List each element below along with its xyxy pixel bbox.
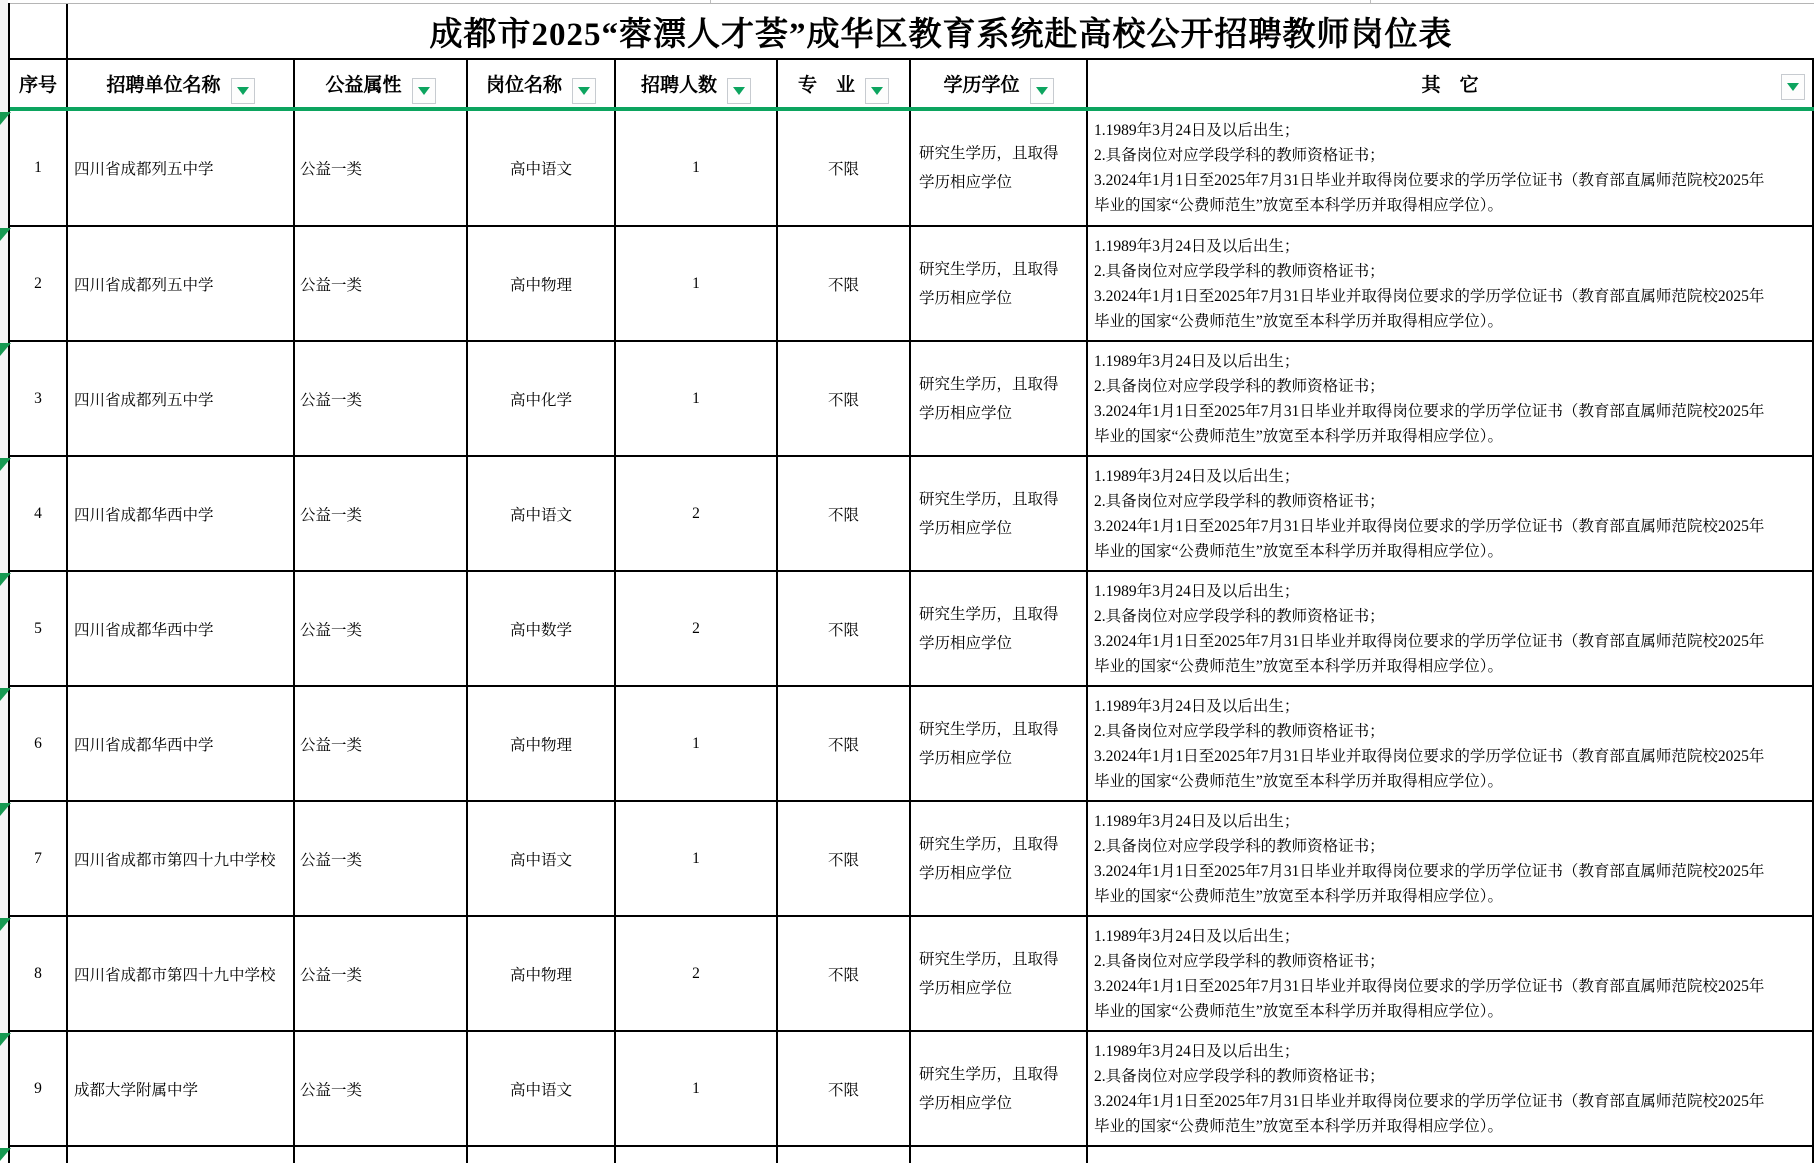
- table-row: [10, 687, 1814, 802]
- cell-welfare-type[interactable]: 公益一类: [295, 227, 468, 340]
- cell-index[interactable]: 6: [10, 687, 68, 800]
- cell-welfare-type[interactable]: [295, 1147, 468, 1163]
- cell-index[interactable]: 5: [10, 572, 68, 685]
- cell-degree[interactable]: 研究生学历，且取得学历相应学位: [911, 572, 1088, 685]
- cell-degree[interactable]: 研究生学历，且取得学历相应学位: [911, 111, 1088, 225]
- other-requirement-line: 1.1989年3月24日及以后出生；: [1094, 122, 1300, 139]
- cell-major[interactable]: [778, 1147, 911, 1163]
- cell-unit-name[interactable]: 四川省成都列五中学: [68, 227, 295, 340]
- other-requirement-line: 3.2024年1月1日至2025年7月31日毕业并取得岗位要求的学历学位证书（教育部直属师范院校2025年毕业的国家“公费师范生”放宽至本科学历并取得相应学位）。: [1094, 287, 1765, 330]
- cell-major[interactable]: 不限: [778, 572, 911, 685]
- other-requirement-line: 2.具备岗位对应学段学科的教师资格证书；: [1094, 492, 1385, 510]
- cell-major[interactable]: 不限: [778, 917, 911, 1030]
- cell-index[interactable]: 3: [10, 342, 68, 455]
- cell-unit-name[interactable]: 四川省成都华西中学: [68, 457, 295, 570]
- cell-unit-name[interactable]: [68, 1147, 295, 1163]
- left-gutter: [0, 0, 8, 1140]
- cell-index[interactable]: 2: [10, 227, 68, 340]
- other-requirement-line: 1.1989年3月24日及以后出生；: [1094, 697, 1300, 715]
- cell-unit-name[interactable]: 成都大学附属中学: [68, 1032, 295, 1145]
- filter-button[interactable]: [727, 78, 751, 104]
- cell-recruit-count[interactable]: 1: [616, 227, 778, 340]
- cell-major[interactable]: 不限: [778, 457, 911, 570]
- cell-recruit-count[interactable]: 1: [616, 802, 778, 915]
- cell-position-name[interactable]: 高中语文: [468, 111, 616, 225]
- cell-position-name[interactable]: 高中物理: [468, 227, 616, 340]
- filter-dropdown-icon: [1787, 83, 1799, 91]
- other-requirement-line: 2.具备岗位对应学段学科的教师资格证书；: [1094, 837, 1385, 855]
- other-requirement-line: 3.2024年1月1日至2025年7月31日毕业并取得岗位要求的学历学位证书（教育部直属师范院校2025年毕业的国家“公费师范生”放宽至本科学历并取得相应学位）。: [1094, 747, 1765, 790]
- other-requirement-line: 3.2024年1月1日至2025年7月31日毕业并取得岗位要求的学历学位证书（教育部直属师范院校2025年毕业的国家“公费师范生”放宽至本科学历并取得相应学位）。: [1094, 517, 1765, 560]
- column-header-other[interactable]: [1088, 60, 1814, 107]
- cell-other-requirements[interactable]: [1088, 227, 1814, 340]
- other-requirement-line: 3.2024年1月1日至2025年7月31日毕业并取得岗位要求的学历学位证书（教育部直属师范院校2025年毕业的国家“公费师范生”放宽至本科学历并取得相应学位）。: [1094, 402, 1765, 445]
- cell-other-requirements[interactable]: [1088, 342, 1814, 455]
- cell-other-requirements[interactable]: [1088, 111, 1814, 225]
- cell-position-name[interactable]: 高中物理: [468, 687, 616, 800]
- cell-index[interactable]: 8: [10, 917, 68, 1030]
- cell-position-name[interactable]: 高中语文: [468, 457, 616, 570]
- cell-other-requirements[interactable]: [1088, 457, 1814, 570]
- filter-button[interactable]: [1781, 74, 1805, 100]
- cell-welfare-type[interactable]: 公益一类: [295, 802, 468, 915]
- cell-position-name[interactable]: [468, 1147, 616, 1163]
- other-requirement-line: 1.1989年3月24日及以后出生；: [1094, 812, 1300, 830]
- table-body: [10, 111, 1814, 1147]
- other-requirement-line: 2.具备岗位对应学段学科的教师资格证书；: [1094, 952, 1385, 970]
- cell-major[interactable]: 不限: [778, 802, 911, 915]
- column-header-label: 岗位名称: [485, 75, 562, 96]
- other-requirement-line: 1.1989年3月24日及以后出生；: [1094, 237, 1300, 255]
- title-row-empty-cell[interactable]: [10, 4, 68, 58]
- cell-unit-name[interactable]: 四川省成都列五中学: [68, 111, 295, 225]
- table-row: [10, 457, 1814, 572]
- cell-position-name[interactable]: 高中语文: [468, 1032, 616, 1145]
- table-row: [10, 1032, 1814, 1147]
- cell-other-requirements[interactable]: [1088, 572, 1814, 685]
- cell-recruit-count[interactable]: 1: [616, 111, 778, 225]
- column-header-welfare-type[interactable]: [295, 60, 468, 107]
- table-row: [10, 572, 1814, 687]
- cell-welfare-type[interactable]: 公益一类: [295, 1032, 468, 1145]
- cell-recruit-count[interactable]: 1: [616, 1032, 778, 1145]
- filter-button[interactable]: [1030, 78, 1054, 104]
- cell-other-requirements[interactable]: [1088, 687, 1814, 800]
- column-header-label: 其 它: [1421, 75, 1479, 96]
- column-header-index[interactable]: [10, 60, 68, 107]
- cell-unit-name[interactable]: 四川省成都市第四十九中学校: [68, 802, 295, 915]
- column-header-major[interactable]: [778, 60, 911, 107]
- cell-unit-name[interactable]: 四川省成都列五中学: [68, 342, 295, 455]
- cell-welfare-type[interactable]: 公益一类: [295, 572, 468, 685]
- cell-major[interactable]: 不限: [778, 687, 911, 800]
- page-title: 成都市2025“蓉漂人才荟”成华区教育系统赴高校公开招聘教师岗位表: [429, 16, 1453, 53]
- other-requirement-line: 3.2024年1月1日至2025年7月31日毕业并取得岗位要求的学历学位证书（教育部直属师范院校2025年毕业的国家“公费师范生”放宽至本科学历并取得相应学位）。: [1094, 632, 1765, 675]
- cell-degree[interactable]: 研究生学历，且取得学历相应学位: [911, 342, 1088, 455]
- filter-dropdown-icon: [1036, 87, 1048, 95]
- cell-major[interactable]: 不限: [778, 111, 911, 225]
- other-requirement-line: 2.具备岗位对应学段学科的教师资格证书；: [1094, 377, 1385, 395]
- cell-other-requirements[interactable]: [1088, 917, 1814, 1030]
- cell-major[interactable]: 不限: [778, 1032, 911, 1145]
- cell-welfare-type[interactable]: 公益一类: [295, 917, 468, 1030]
- cell-other-requirements[interactable]: [1088, 1032, 1814, 1145]
- other-requirement-line: 1.1989年3月24日及以后出生；: [1094, 927, 1300, 945]
- cell-index[interactable]: 7: [10, 802, 68, 915]
- cell-recruit-count[interactable]: 1: [616, 342, 778, 455]
- other-requirement-line: 2.具备岗位对应学段学科的教师资格证书；: [1094, 147, 1385, 164]
- other-requirement-line: 2.具备岗位对应学段学科的教师资格证书；: [1094, 722, 1385, 740]
- cell-index[interactable]: [10, 1147, 68, 1163]
- column-header-label: 学历学位: [943, 75, 1020, 96]
- cell-recruit-count[interactable]: 2: [616, 457, 778, 570]
- table-row: [10, 342, 1814, 457]
- filter-dropdown-icon: [418, 87, 430, 95]
- cell-other-requirements[interactable]: [1088, 802, 1814, 915]
- cell-recruit-count[interactable]: 2: [616, 917, 778, 1030]
- cell-degree[interactable]: [911, 1147, 1088, 1163]
- cell-degree[interactable]: 研究生学历，且取得学历相应学位: [911, 457, 1088, 570]
- other-requirement-line: 2.具备岗位对应学段学科的教师资格证书；: [1094, 1067, 1385, 1085]
- cell-welfare-type[interactable]: 公益一类: [295, 687, 468, 800]
- cell-unit-name[interactable]: 四川省成都华西中学: [68, 687, 295, 800]
- cell-index[interactable]: 4: [10, 457, 68, 570]
- cell-recruit-count[interactable]: [616, 1147, 778, 1163]
- other-requirement-line: 1.1989年3月24日及以后出生；: [1094, 582, 1300, 600]
- cell-recruit-count[interactable]: 1: [616, 687, 778, 800]
- column-header-unit-name[interactable]: [68, 60, 295, 107]
- cell-welfare-type[interactable]: 公益一类: [295, 342, 468, 455]
- table-row: [10, 111, 1814, 227]
- column-header-label: 公益属性: [325, 75, 402, 96]
- other-requirement-line: 2.具备岗位对应学段学科的教师资格证书；: [1094, 607, 1385, 625]
- cell-degree[interactable]: 研究生学历，且取得学历相应学位: [911, 227, 1088, 340]
- column-header-recruit-count[interactable]: [616, 60, 778, 107]
- cell-welfare-type[interactable]: 公益一类: [295, 111, 468, 225]
- job-table: [8, 3, 1814, 1163]
- other-requirement-line: 1.1989年3月24日及以后出生；: [1094, 352, 1300, 370]
- other-requirement-line: 3.2024年1月1日至2025年7月31日毕业并取得岗位要求的学历学位证书（教育部直属师范院校2025年毕业的国家“公费师范生”放宽至本科学历并取得相应学位）。: [1094, 172, 1765, 214]
- cell-index[interactable]: 9: [10, 1032, 68, 1145]
- table-row: [10, 227, 1814, 342]
- cell-degree[interactable]: 研究生学历，且取得学历相应学位: [911, 917, 1088, 1030]
- header-row: [10, 60, 1814, 111]
- filter-dropdown-icon: [733, 87, 745, 95]
- cell-degree[interactable]: 研究生学历，且取得学历相应学位: [911, 802, 1088, 915]
- filter-button[interactable]: [572, 78, 596, 104]
- cell-major[interactable]: 不限: [778, 342, 911, 455]
- filter-dropdown-icon: [871, 87, 883, 95]
- other-requirement-line: 3.2024年1月1日至2025年7月31日毕业并取得岗位要求的学历学位证书（教育部直属师范院校2025年毕业的国家“公费师范生”放宽至本科学历并取得相应学位）。: [1094, 1092, 1765, 1135]
- table-row: [10, 802, 1814, 917]
- column-header-position-name[interactable]: [468, 60, 616, 107]
- filter-button[interactable]: [412, 78, 436, 104]
- cell-position-name[interactable]: 高中化学: [468, 342, 616, 455]
- column-header-label: 招聘单位名称: [106, 75, 221, 96]
- filter-dropdown-icon: [578, 87, 590, 95]
- filter-dropdown-icon: [237, 87, 249, 95]
- column-header-degree[interactable]: [911, 60, 1088, 107]
- title-row: [10, 3, 1814, 60]
- other-requirement-line: 1.1989年3月24日及以后出生；: [1094, 1042, 1300, 1060]
- cell-unit-name[interactable]: 四川省成都市第四十九中学校: [68, 917, 295, 1030]
- cell-major[interactable]: 不限: [778, 227, 911, 340]
- cell-position-name[interactable]: 高中物理: [468, 917, 616, 1030]
- cell-degree[interactable]: 研究生学历，且取得学历相应学位: [911, 1032, 1088, 1145]
- table-row: [10, 917, 1814, 1032]
- cell-index[interactable]: 1: [10, 111, 68, 225]
- cell-recruit-count[interactable]: 2: [616, 572, 778, 685]
- cell-unit-name[interactable]: 四川省成都华西中学: [68, 572, 295, 685]
- column-header-label: 招聘人数: [640, 75, 717, 96]
- cell-other-requirements[interactable]: [1088, 1147, 1814, 1163]
- other-requirement-line: 3.2024年1月1日至2025年7月31日毕业并取得岗位要求的学历学位证书（教育部直属师范院校2025年毕业的国家“公费师范生”放宽至本科学历并取得相应学位）。: [1094, 862, 1765, 905]
- next-row-sliver: [10, 1147, 1814, 1163]
- filter-button[interactable]: [865, 78, 889, 104]
- filter-button[interactable]: [231, 78, 255, 104]
- cell-position-name[interactable]: 高中数学: [468, 572, 616, 685]
- other-requirement-line: 1.1989年3月24日及以后出生；: [1094, 467, 1300, 485]
- cell-welfare-type[interactable]: 公益一类: [295, 457, 468, 570]
- other-requirement-line: 2.具备岗位对应学段学科的教师资格证书；: [1094, 262, 1385, 280]
- column-header-label: 专 业: [797, 75, 855, 96]
- cell-degree[interactable]: 研究生学历，且取得学历相应学位: [911, 687, 1088, 800]
- other-requirement-line: 3.2024年1月1日至2025年7月31日毕业并取得岗位要求的学历学位证书（教育部直属师范院校2025年毕业的国家“公费师范生”放宽至本科学历并取得相应学位）。: [1094, 977, 1765, 1020]
- cell-position-name[interactable]: 高中语文: [468, 802, 616, 915]
- column-header-label: 序号: [18, 75, 57, 96]
